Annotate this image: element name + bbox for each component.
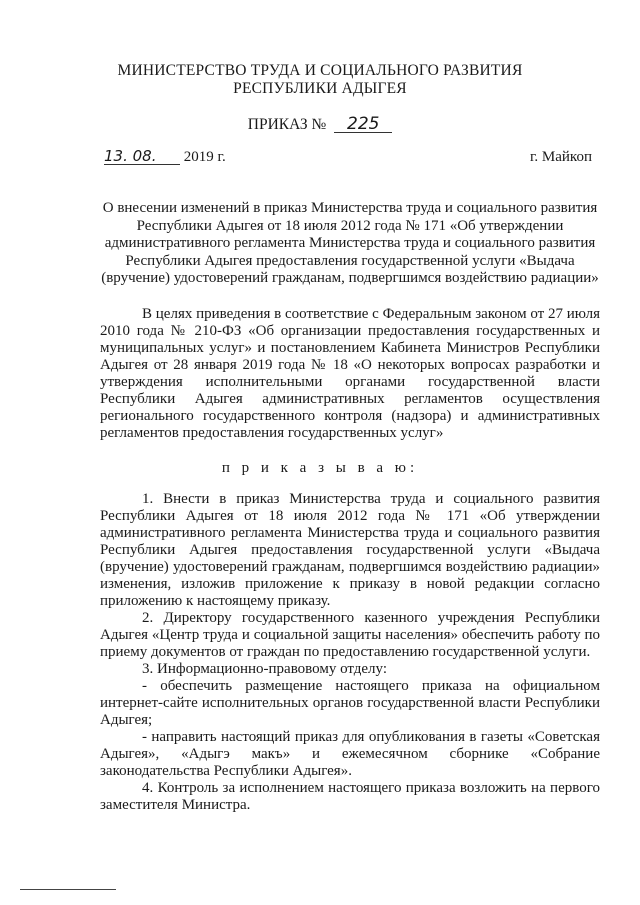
- order-item-3: 3. Информационно-правовому отделу:: [142, 661, 388, 677]
- order-item-3-sub1: - обеспечить размещение настоящего приказа на официальном интернет-сайте исполнительных органов государственной власти Республики Адыгея;: [100, 678, 600, 728]
- order-label: ПРИКАЗ №: [247, 116, 327, 133]
- decree-word: п р и к а з ы в а ю:: [221, 460, 419, 476]
- ministry-name-line1: МИНИСТЕРСТВО ТРУДА И СОЦИАЛЬНОГО РАЗВИТИЯ: [117, 62, 523, 79]
- order-title: [0, 116, 640, 134]
- ministry-name-line2: РЕСПУБЛИКИ АДЫГЕЯ: [233, 80, 407, 97]
- order-number: 225: [334, 116, 392, 133]
- order-item-3-sub2: - направить настоящий приказ для опубликования в газеты «Советская Адыгея», «Адыгэ макъ» и ежемесячном сборнике «Собрание законодательства Республики Адыгея».: [100, 729, 600, 779]
- order-item-1: 1. Внести в приказ Министерства труда и социального развития Республики Адыгея от 18 июля 2012 года № 171 «Об утверждении административного регламента Министерства труда и социального развития Республики Адыгея предоставления государственной услуги «Выдача (вручение) удостоверений гражданам, подвергшимся воздействию радиации» изменения, изложив приложение к приказу в новой редакции согласно приложению к настоящему приказу.: [100, 491, 600, 609]
- order-city: г. Майкоп: [529, 149, 592, 165]
- order-subject: О внесении изменений в приказ Министерства труда и социального развития Республики Адыгея от 18 июля 2012 года № 171 «Об утверждении административного регламента Министерства труда и социального развития Республики Адыгея предоставления государственной услуги «Выдача (вручение) удостоверений гражданам, подвергшимся воздействию радиации»: [101, 200, 599, 286]
- preamble-text: В целях приведения в соответствие с Федеральным законом от 27 июля 2010 года № 210-ФЗ «Об организации предоставления государственных и муниципальных услуг» и постановлением Кабинета Министров Республики Адыгея от 28 января 2019 года № 18 «О некоторых вопросах разработки и утверждения исполнительными органами государственной власти Республики Адыгея административных регламентов осуществления регионального государственного контроля (надзора) и административных регламентов предоставления государственных услуг»: [100, 306, 600, 441]
- order-date-handwritten: 13. 08.: [104, 148, 180, 165]
- order-item-4: 4. Контроль за исполнением настоящего приказа возложить на первого заместителя Министра.: [100, 780, 600, 813]
- order-items: [100, 491, 600, 814]
- order-date: [104, 148, 226, 166]
- footnote-separator: [20, 889, 116, 890]
- order-year: 2019 г.: [183, 149, 226, 165]
- order-item-2: 2. Директору государственного казенного учреждения Республики Адыгея «Центр труда и социальной защиты населения» обеспечить работу по приему документов от граждан по предоставлению государственной услуги.: [100, 610, 600, 660]
- preamble: [100, 306, 600, 442]
